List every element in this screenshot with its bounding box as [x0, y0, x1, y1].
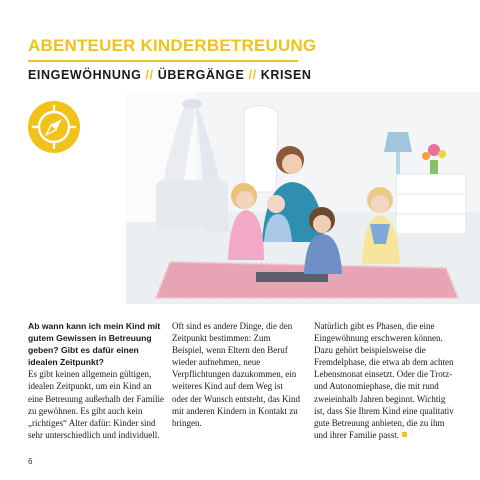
subtitle-part-2: ÜBERGÄNGE: [157, 68, 245, 82]
answer-text: Es gibt keinen allgemein gültigen, idealen Zeitpunkt, um ein Kind an eine Betreuung außerhalb der Familie zu gewöhnen. Es gibt auch kein „richtiges“ Alter dafür: Kinder sind sehr unterschiedlich und individuell.: [28, 369, 164, 440]
page-title: ABENTEUER KINDERBETREUUNG: [28, 36, 317, 55]
end-mark-icon: [402, 432, 407, 437]
text-column-2: [172, 320, 300, 429]
subtitle-part-1: EINGEWÖHNUNG: [28, 68, 142, 82]
compass-icon: [28, 101, 80, 153]
title-underline: [28, 60, 298, 62]
subtitle-separator-1: //: [145, 68, 154, 82]
text-column-1: [28, 320, 166, 441]
column-2-text: Oft sind es andere Dinge, die den Zeitpunkt bestimmen: Zum Beispiel, wenn Eltern den Beruf wieder aufnehmen, neue Verpflichtungen dazukommen, ein weiteres Kind auf dem Weg ist oder der Wunsch entsteht, das Kind mit anderen Kindern in Kontakt zu bringen.: [172, 321, 300, 428]
column-3-text: Natürlich gibt es Phasen, die eine Eingewöhnung erschweren können. Dazu gehört beispielsweise die Fremdelphase, die etwa ab dem achten Lebensmonat einsetzt. Oder die Trotz- und Autonomiephase, die mit rund zweieinhalb Jahren beginnt. Wichtig ist, dass Sie Ihrem Kind eine qualitativ gute Betreuung anbieten, die zu ihm und ihrer Familie passt.: [314, 321, 454, 440]
subtitle-part-3: KRISEN: [260, 68, 312, 82]
question-text: Ab wann kann ich mein Kind mit gutem Gewissen in Betreuung geben? Gibt es dafür einen idealen Zeitpunkt?: [28, 321, 161, 368]
text-column-3: [314, 320, 454, 441]
page-subtitle: [28, 68, 312, 82]
page-number: 6: [28, 457, 33, 466]
family-photo: [126, 92, 480, 304]
subtitle-separator-2: //: [248, 68, 257, 82]
